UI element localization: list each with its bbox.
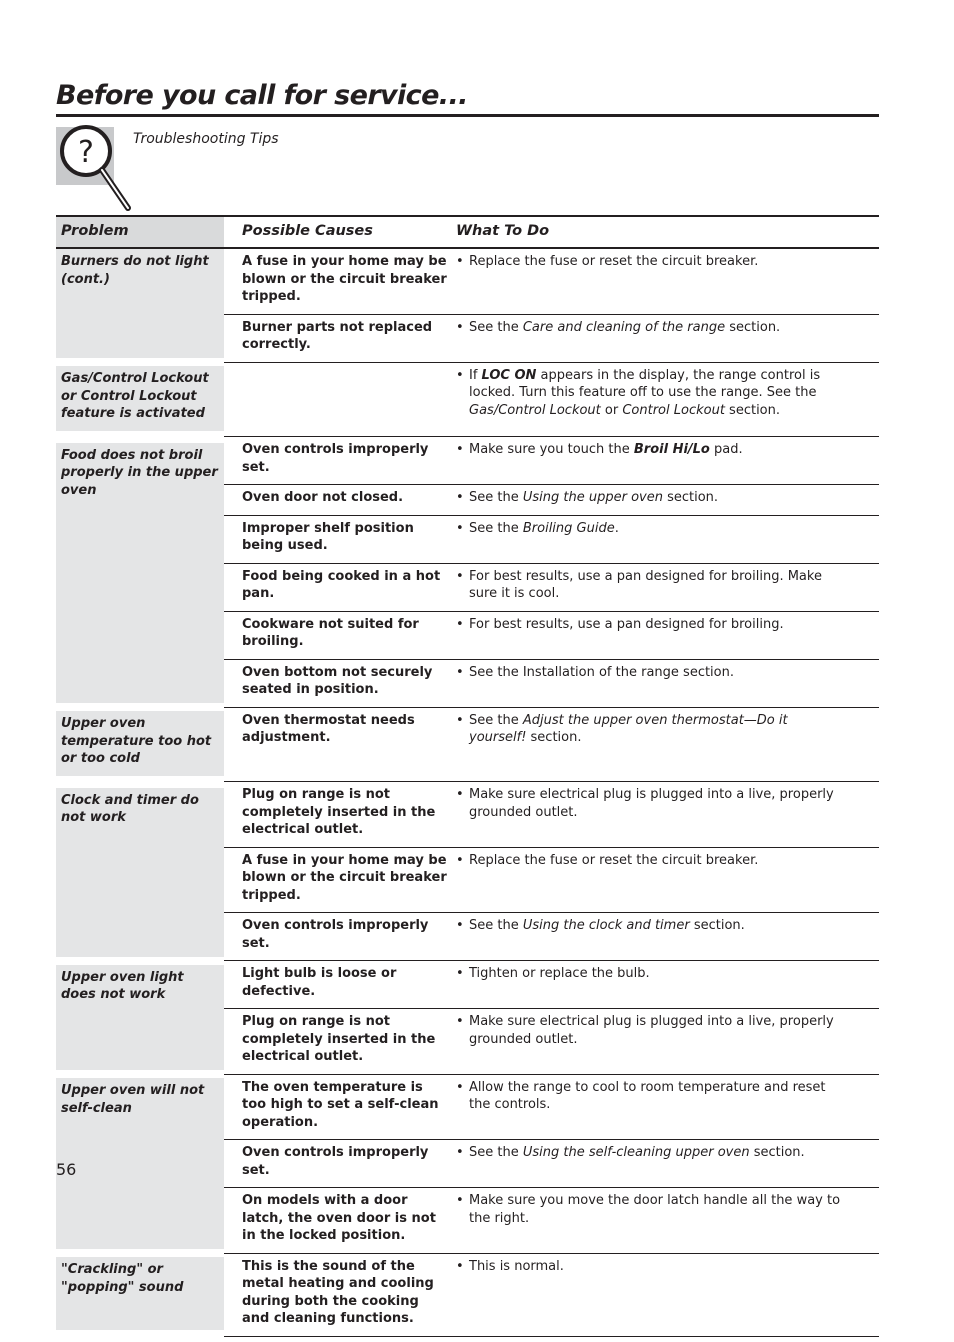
cause-cell: Burner parts not replaced correctly. [224,314,456,362]
bullet-icon: • [456,1258,464,1274]
cause-cell: Food being cooked in a hot pan. [224,563,456,611]
bullet-item [456,520,879,538]
what-to-do-segment: section. [526,730,582,745]
what-to-do-cell [456,782,879,848]
problem-cell: Food does not broil properly in the upper oven [56,437,224,708]
table-row [56,437,879,485]
table-row [56,248,879,314]
what-to-do-cell [456,659,879,707]
bullet-icon: • [456,254,464,269]
svg-text:?: ? [78,135,94,170]
what-to-do-segment: Allow the range to cool to room temperature and reset the controls. [469,1079,826,1112]
bullet-item [456,1144,879,1162]
bullet-icon: • [456,966,464,981]
problem-cell: Upper oven temperature too hot or too cold [56,707,224,782]
what-to-do-segment: Tighten or replace the bulb. [469,966,650,981]
what-to-do-cell [456,515,879,563]
bullet-item [456,1013,879,1048]
what-to-do-cell [456,913,879,961]
bullet-item [456,1192,879,1227]
what-to-do-cell [456,1253,879,1336]
page-title: Before you call for service... [56,80,468,111]
table-row [56,362,879,437]
what-to-do-segment: Adjust the upper oven thermostat—Do it yourself! [469,712,788,745]
what-to-do-cell [456,1188,879,1254]
bullet-icon: • [456,442,464,457]
bullet-icon: • [456,1193,464,1208]
bullet-icon: • [456,712,464,728]
bullet-item [456,664,879,682]
bullet-item [456,965,879,983]
what-to-do-segment: pad. [709,442,743,457]
bullet-item [456,319,879,337]
bullet-item [456,568,879,603]
section-subtitle: Troubleshooting Tips [133,131,279,147]
table-row [56,782,879,848]
what-to-do-cell [456,314,879,362]
bullet-icon: • [456,568,464,584]
problem-cell: Upper oven will not self-clean [56,1074,224,1253]
bullet-item [456,852,879,870]
cause-cell: Light bulb is loose or defective. [224,961,456,1009]
what-to-do-text [469,319,879,337]
page-number: 56 [56,1160,77,1179]
what-to-do-text [469,712,879,747]
troubleshooting-table [56,215,879,1342]
cause-cell [224,362,456,437]
bullet-item [456,367,879,420]
bullet-icon: • [456,787,464,802]
title-rule [56,114,879,117]
what-to-do-segment: section. [689,918,745,933]
bullet-icon: • [456,319,464,335]
what-to-do-text [469,1079,879,1114]
problem-cell: Upper oven light does not work [56,961,224,1075]
what-to-do-segment: Using the self-cleaning upper oven [522,1145,750,1160]
what-to-do-text [469,367,879,420]
table-row [56,961,879,1009]
what-to-do-segment: See the [469,490,523,505]
what-to-do-segment: Using the upper oven [522,490,663,505]
what-to-do-text [469,917,879,935]
cause-cell: Oven controls improperly set. [224,913,456,961]
what-to-do-segment: LOC ON [481,367,537,383]
what-to-do-segment: See the [469,520,523,536]
what-to-do-segment: See the [469,1145,523,1160]
what-to-do-text [469,664,879,682]
what-to-do-segment: Make sure electrical plug is plugged into a live, properly grounded outlet. [469,1014,834,1047]
problem-cell: Gas/Control Lockout or Control Lockout feature is activated [56,362,224,437]
problem-cell: "Crackling" or "popping" sound [56,1253,224,1336]
what-to-do-segment: See the [469,918,523,933]
what-to-do-text [469,441,879,459]
what-to-do-segment: See the Installation of the range section. [469,664,734,680]
what-to-do-cell [456,707,879,782]
cause-cell: Oven controls improperly set. [224,1140,456,1188]
cause-cell: Plug on range is not completely inserted in the electrical outlet. [224,1009,456,1075]
what-to-do-segment: Care and cleaning of the range [522,319,726,335]
what-to-do-segment: . [614,520,619,536]
what-to-do-segment: This is normal. [469,1258,564,1274]
what-to-do-segment: Replace the fuse or reset the circuit breaker. [469,852,759,868]
bullet-icon: • [456,918,464,933]
cause-cell: Oven controls improperly set. [224,437,456,485]
what-to-do-segment: Make sure you move the door latch handle all the way to the right. [469,1193,841,1226]
what-to-do-segment: Make sure you touch the [469,442,634,457]
table-row [56,707,879,782]
what-to-do-text [469,1144,879,1162]
bullet-icon: • [456,1014,464,1029]
bullet-icon: • [456,520,464,536]
bullet-icon: • [456,616,464,632]
what-to-do-text [469,852,879,870]
bullet-item [456,1079,879,1114]
bullet-item [456,917,879,935]
what-to-do-segment: section. [662,490,719,505]
what-to-do-cell [456,1140,879,1188]
what-to-do-cell [456,248,879,314]
what-to-do-cell [456,437,879,485]
bullet-icon: • [456,1079,464,1095]
what-to-do-segment: Using the clock and timer [522,918,690,933]
header-possible-causes: Possible Causes [224,216,456,248]
bullet-item [456,712,879,747]
table-row [56,1253,879,1336]
what-to-do-segment: Control Lockout [622,402,725,418]
what-to-do-text [469,965,879,983]
what-to-do-text [469,1013,879,1048]
what-to-do-text [469,1192,879,1227]
what-to-do-text [469,520,879,538]
bullet-item [456,786,879,821]
bullet-icon: • [456,490,464,505]
what-to-do-segment: Broil Hi/Lo [633,442,710,457]
problem-cell: Burners do not light (cont.) [56,248,224,362]
cause-cell: Oven bottom not securely seated in position. [224,659,456,707]
bullet-icon: • [456,1145,464,1160]
what-to-do-segment: section. [749,1145,805,1160]
what-to-do-text [469,253,879,271]
bullet-item [456,253,879,271]
bullet-item [456,616,879,634]
what-to-do-cell [456,563,879,611]
table-row [56,1074,879,1140]
cause-cell: The oven temperature is too high to set a self-clean operation. [224,1074,456,1140]
bullet-item [456,441,879,459]
what-to-do-segment: section. [725,319,781,335]
bullet-icon: • [456,664,464,680]
what-to-do-text [469,786,879,821]
what-to-do-text [469,568,879,603]
what-to-do-cell [456,1074,879,1140]
what-to-do-cell [456,611,879,659]
what-to-do-segment: For best results, use a pan designed for broiling. Make sure it is cool. [469,568,822,601]
cause-cell: This is the sound of the metal heating and cooling during both the cooking and cleaning functions. [224,1253,456,1336]
what-to-do-cell [456,1009,879,1075]
table-body [56,248,879,1336]
what-to-do-text [469,1258,879,1276]
what-to-do-cell [456,847,879,913]
what-to-do-cell [456,362,879,437]
cause-cell: Oven thermostat needs adjustment. [224,707,456,782]
header-what-to-do: What To Do [456,216,879,248]
cause-cell: A fuse in your home may be blown or the circuit breaker tripped. [224,847,456,913]
what-to-do-segment: For best results, use a pan designed for broiling. [469,616,784,632]
cause-cell: A fuse in your home may be blown or the circuit breaker tripped. [224,248,456,314]
what-to-do-cell [456,961,879,1009]
bullet-item [456,1258,879,1276]
cause-cell: On models with a door latch, the oven door is not in the locked position. [224,1188,456,1254]
what-to-do-text [469,616,879,634]
what-to-do-segment: Broiling Guide [522,520,615,536]
cause-cell: Cookware not suited for broiling. [224,611,456,659]
what-to-do-cell [456,485,879,516]
what-to-do-segment: section. [724,402,781,418]
bullet-item [456,489,879,507]
cause-cell: Improper shelf position being used. [224,515,456,563]
what-to-do-segment: Gas/Control Lockout [469,402,601,418]
header-problem: Problem [56,216,224,248]
question-magnifier-icon [56,120,136,215]
bullet-icon: • [456,852,464,868]
what-to-do-text [469,489,879,507]
what-to-do-segment: Make sure electrical plug is plugged into a live, properly grounded outlet. [469,787,834,820]
problem-cell: Clock and timer do not work [56,782,224,961]
table-header-row [56,216,879,248]
what-to-do-segment: See the [469,319,523,335]
what-to-do-segment: See the [469,712,523,728]
cause-cell: Oven door not closed. [224,485,456,516]
cause-cell: Plug on range is not completely inserted in the electrical outlet. [224,782,456,848]
what-to-do-segment: appears in the display, the range control is locked. Turn this feature off to use the range. See the [469,367,821,400]
what-to-do-segment: or [600,402,623,418]
what-to-do-segment: Replace the fuse or reset the circuit breaker. [469,254,759,269]
what-to-do-segment: If [469,367,482,383]
bullet-icon: • [456,367,464,383]
